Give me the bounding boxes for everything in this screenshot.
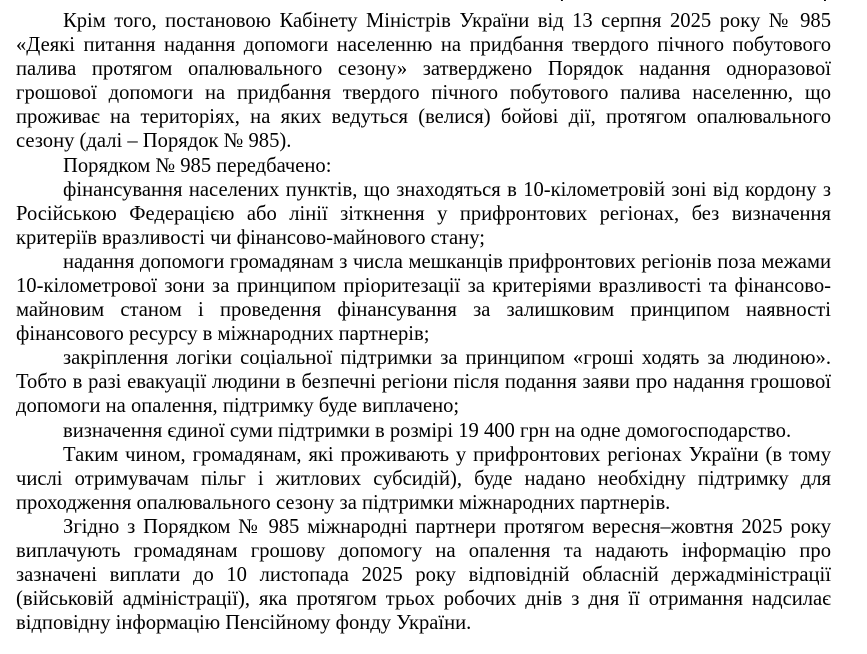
paragraph-resolution-985: Крім того, постановою Кабінету Міністрів України від 13 серпня 2025 року № 985 «Деякі питання надання допомоги населенню на придбання твердого пічного побутового палива протягом опалювального сезону» затверджено Порядок надання одноразової грошової допомоги на придбання твердого пічного побутового палива населенню, що проживає на територіях, на яких ведуться (велися) бойові дії, протягом опалювального сезону (далі – Порядок № 985). xyxy=(16,10,831,153)
paragraph-procedure-provides: Порядком № 985 передбачено: xyxy=(63,155,332,177)
paragraph-financing-10km-zone: фінансування населених пунктів, що знаходяться в 10-кілометровій зоні від кордону з Російською Федерацією або лінії зіткнення у прифронтових регіонах, без визначення критеріїв вразливості чи фінансово-майнового стану; xyxy=(16,179,831,250)
clipped-text-fragment-open xyxy=(560,0,567,1)
paragraph-money-follows-person: закріплення логіки соціальної підтримки за принципом «гроші ходять за людиною». Тобто в разі евакуації людини в безпечні регіони після подання заяви про надання грошової допомоги на опалення, підтримку буде виплачено; xyxy=(16,347,831,418)
paragraph-assistance-outside-zone: надання допомоги громадянам з числа мешканців прифронтових регіонів поза межами 10-кілометрової зони за принципом пріоритезації за критеріями вразливості та фінансово-майновим станом і проведення фінансування за залишковим принципом наявності фінансового ресурсу в міжнародних партнерів; xyxy=(16,251,831,346)
clipped-text-fragment-close xyxy=(820,0,827,1)
paragraph-international-partners: Згідно з Порядком № 985 міжнародні партнери протягом вересня–жовтня 2025 року виплачують громадянам грошову допомогу на опалення та надають інформацію про зазначені виплати до 10 листопада 2025 року відповідній обласній держадміністрації (військовій адміністрації), яка протягом трьох робочих днів з дня її отримання надсилає відповідну інформацію Пенсійному фонду України. xyxy=(16,516,831,635)
paragraph-thus-citizens: Таким чином, громадянам, які проживають у прифронтових регіонах України (в тому числі отримувачам пільг і житлових субсидій), буде надано необхідну підтримку для проходження опалювального сезону за підтримки міжнародних партнерів. xyxy=(16,444,831,515)
paragraph-single-amount: визначення єдиної суми підтримки в розмірі 19 400 грн на одне домогосподарство. xyxy=(63,420,792,442)
clipped-previous-line xyxy=(0,0,867,1)
